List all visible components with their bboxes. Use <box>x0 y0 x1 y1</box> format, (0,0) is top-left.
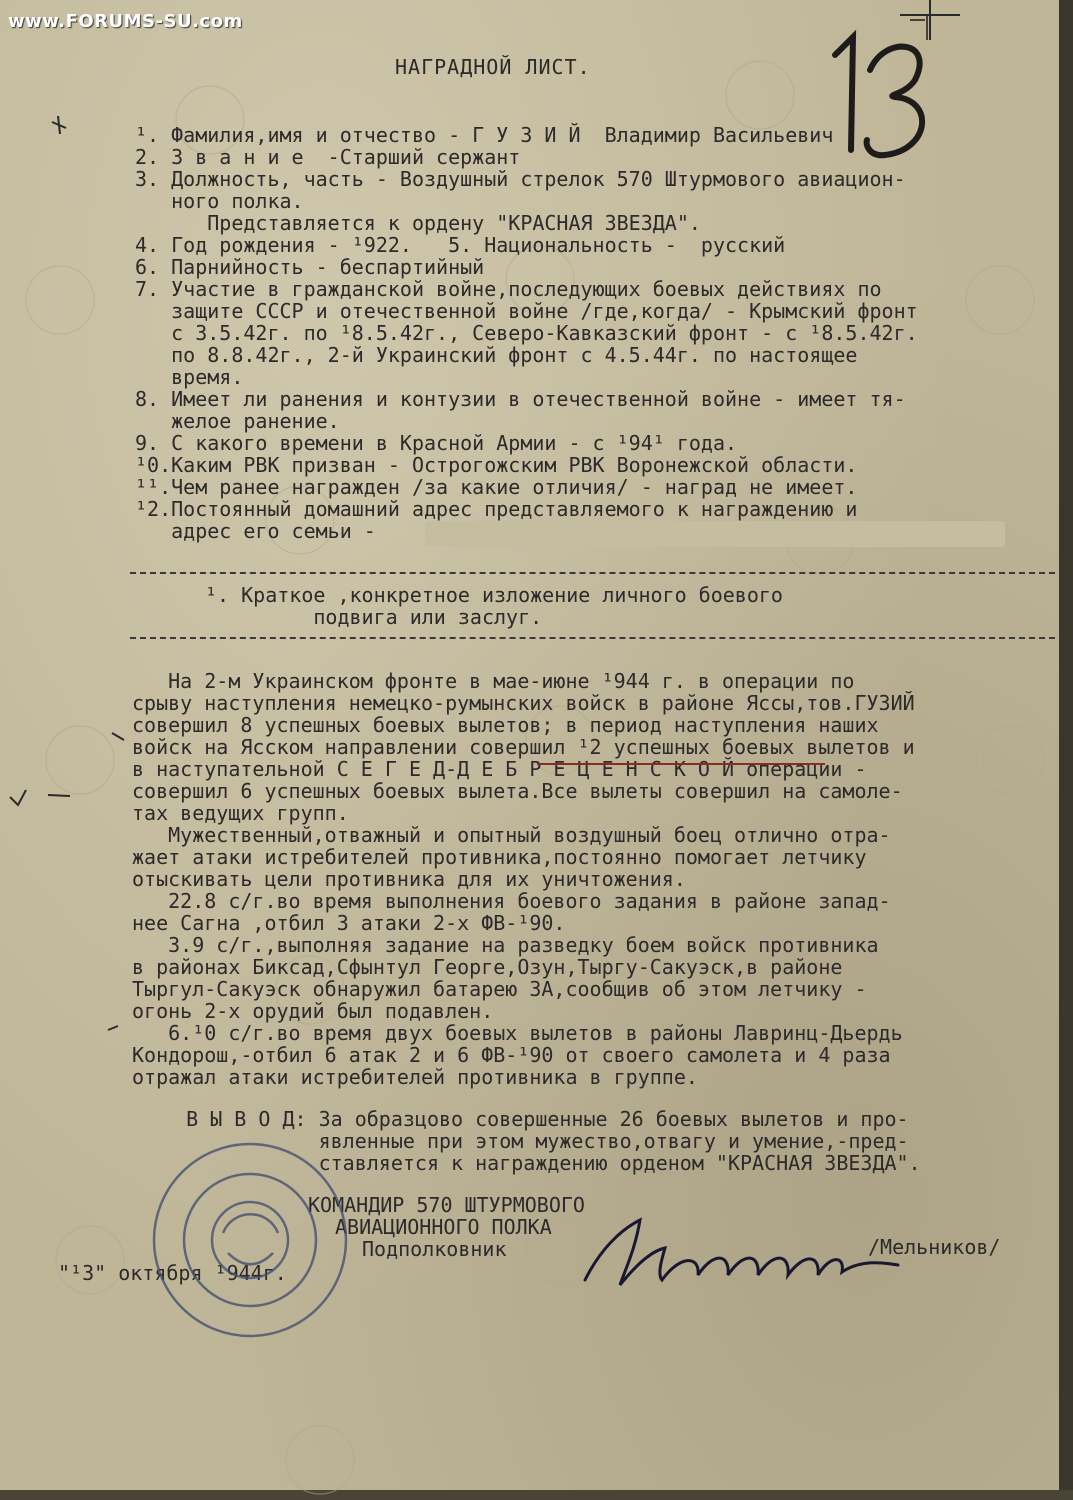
document-title: НАГРАДНОЙ ЛИСТ. <box>395 55 591 79</box>
item-line: по 8.8.42г., 2-й Украинский фронт с 4.5.44г. по настоящее <box>135 343 858 367</box>
item-line: с 3.5.42г. по ¹8.5.42г., Северо-Кавказский фронт - с ¹8.5.42г. <box>135 321 918 345</box>
body-line: тах ведущих групп. <box>132 801 349 825</box>
body-line: в районах Биксад,Сфынтул Георге,Озун,Тыргу-Сакуэск,в районе <box>132 955 843 979</box>
body-line: Тыргул-Сакуэск обнаружил батарею ЗА,сообщив об этом летчику - <box>132 977 867 1001</box>
body-line: отражал атаки истребителей противника в группе. <box>132 1065 698 1089</box>
body-line: совершил 6 успешных боевых вылета.Все вылеты совершил на самоле- <box>132 779 903 803</box>
item-line: ¹0.Каким РВК призван - Острогожским РВК Воронежской области. <box>135 453 858 477</box>
commander-rank: Подполковник <box>362 1237 507 1261</box>
conclusion-line: ставляется к награждению орденом "КРАСНАЯ ЗВЕЗДА". <box>150 1151 921 1175</box>
body-line: Мужественный,отважный и опытный воздушный боец отлично отра- <box>132 823 891 847</box>
item-line: ¹2.Постоянный домашний адрес представляемого к награждению и <box>135 497 858 521</box>
conclusion-line: явленные при этом мужество,отвагу и умение,-пред- <box>150 1129 909 1153</box>
item-line: 6. Парнийность - беспартийный <box>135 255 485 279</box>
section-heading-line: ¹. Краткое ,конкретное изложение личного боевого <box>205 583 783 607</box>
section-heading-line: подвига или заслуг. <box>205 605 543 629</box>
item-line: защите СССР и отечественной войне /где,когда/ - Крымский фронт <box>135 299 918 323</box>
item-line: Представляется к ордену "КРАСНАЯ ЗВЕЗДА". <box>135 211 701 235</box>
body-line: 6.¹0 с/г.во время двух боевых вылетов в районы Лавринц-Дьердь <box>132 1021 903 1045</box>
item-line: 8. Имеет ли ранения и контузии в отечественной войне - имеет тя- <box>135 387 906 411</box>
body-line: нее Сагна ,отбил 3 атаки 2-х ФВ-¹90. <box>132 911 566 935</box>
body-line: На 2-м Украинском фронте в мае-июне ¹944 г. в операции по <box>132 669 855 693</box>
item-line: 4. Год рождения - ¹922. 5. Национальность - русский <box>135 233 786 257</box>
conclusion-line: В Ы В О Д: За образцово совершенные 26 боевых вылетов и про- <box>150 1107 909 1131</box>
body-line: в наступательной С Е Г Е Д-Д Е Б Р Е Ц Е Н С К О Й операции - <box>132 757 867 781</box>
document-date: "¹3" октября ¹944г. <box>58 1261 287 1285</box>
item-line: ного полка. <box>135 189 304 213</box>
body-line: огонь 2-х орудий был подавлен. <box>132 999 494 1023</box>
body-line: 3.9 с/г.,выполняя задание на разведку боем войск противника <box>132 933 879 957</box>
body-line: совершил 8 успешных боевых вылетов; в период наступления наших <box>132 713 879 737</box>
body-line: жает атаки истребителей противника,постоянно помогает летчику <box>132 845 867 869</box>
body-line: Кондорош,-отбил 6 атак 2 и 6 ФВ-¹90 от своего самолета и 4 раза <box>132 1043 891 1067</box>
item-line: 2. З в а н и е -Старший сержант <box>135 145 521 169</box>
commander-title-line: КОМАНДИР 570 ШТУРМОВОГО <box>308 1193 585 1217</box>
item-line: 3. Должность, часть - Воздушный стрелок 570 Штурмового авиацион- <box>135 167 906 191</box>
body-line: отыскивать цели противника для их уничтожения. <box>132 867 686 891</box>
item-line: 7. Участие в гражданской войне,последующих боевых действиях по <box>135 277 882 301</box>
item-line: время. <box>135 365 244 389</box>
item-line: 9. С какого времени в Красной Армии - с ¹94¹ года. <box>135 431 738 455</box>
item-line: ¹. Фамилия,имя и отчество - Г У З И Й Владимир Васильевич <box>135 123 834 147</box>
item-line: адрес его семьи - <box>135 519 376 543</box>
commander-name: /Мельников/ <box>868 1235 1001 1259</box>
item-line: ¹¹.Чем ранее награжден /за какие отличия/ - наград не имеет. <box>135 475 858 499</box>
body-line: 22.8 с/г.во время выполнения боевого задания в районе запад- <box>132 889 891 913</box>
body-line: войск на Ясском направлении совершил ¹2 успешных боевых вылетов и <box>132 735 915 759</box>
item-line: желое ранение. <box>135 409 340 433</box>
body-line: срыву наступления немецко-румынских войск в районе Яссы,тов.ГУЗИЙ <box>132 691 915 715</box>
commander-title-line: АВИАЦИОННОГО ПОЛКА <box>335 1215 552 1239</box>
site-watermark: www.FORUMS-SU.com <box>8 11 243 32</box>
